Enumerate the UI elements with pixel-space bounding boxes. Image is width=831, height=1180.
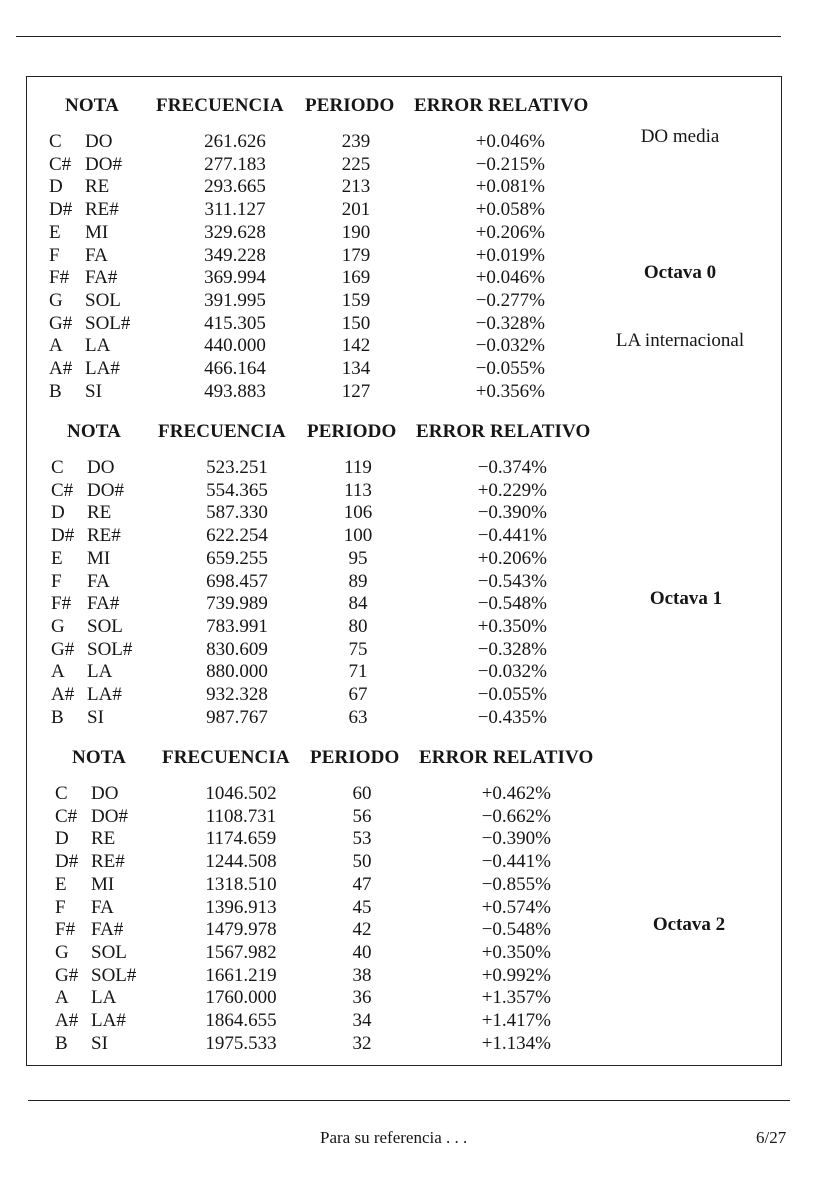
frequency-value: 622.254 (206, 525, 268, 547)
note-name: LA (91, 987, 117, 1009)
octave-0-label: Octava 0 (643, 262, 717, 283)
note-name: SOL# (87, 638, 133, 660)
top-rule (16, 36, 781, 37)
relative-error-value: −0.441% (481, 851, 551, 873)
period-value: 40 (352, 941, 372, 963)
frequency-value: 830.609 (206, 638, 268, 660)
relative-error-value: −0.548% (477, 593, 547, 615)
relative-error-value: +0.019% (475, 244, 545, 266)
frequency-value: 440.000 (204, 335, 266, 357)
header-frecuencia: FRECUENCIA (162, 747, 290, 768)
note-letter: F# (49, 267, 70, 289)
frequency-value: 1479.978 (205, 919, 277, 941)
note-name: RE (85, 176, 110, 198)
relative-error-value: −0.441% (477, 525, 547, 547)
header-frecuencia: FRECUENCIA (158, 421, 286, 442)
period-value: 32 (352, 1032, 372, 1054)
frequency-value: 987.767 (206, 706, 268, 728)
note-letter: G# (49, 312, 73, 334)
table-row (27, 290, 783, 313)
header-nota: NOTA (67, 421, 121, 442)
period-value: 60 (352, 783, 372, 804)
relative-error-value: +0.350% (481, 941, 551, 963)
period-value: 67 (348, 684, 368, 705)
note-name: RE# (91, 851, 125, 873)
frequency-value: 1244.508 (205, 851, 277, 873)
note-do-media: DO media (640, 126, 720, 147)
note-letter: G# (51, 638, 75, 660)
relative-error-value: −0.215% (475, 153, 545, 175)
table-row (27, 457, 783, 480)
frequency-value: 1396.913 (205, 896, 277, 918)
note-name: FA (87, 570, 110, 592)
note-name: DO (87, 457, 115, 478)
relative-error-value: −0.328% (477, 638, 547, 660)
bottom-rule (28, 1100, 790, 1101)
header-error: ERROR RELATIVO (414, 95, 589, 116)
note-name: RE# (85, 199, 119, 221)
frequency-value: 466.164 (204, 358, 266, 379)
header-nota: NOTA (72, 747, 126, 768)
frequency-value: 1046.502 (205, 783, 277, 804)
relative-error-value: +0.356% (475, 380, 545, 402)
note-name: DO (91, 783, 119, 804)
relative-error-value: +1.134% (481, 1032, 551, 1054)
period-value: 179 (341, 244, 371, 266)
period-value: 75 (348, 638, 368, 660)
relative-error-value: −0.055% (475, 358, 545, 379)
period-value: 201 (341, 199, 371, 221)
note-letter: G# (55, 964, 79, 986)
frequency-value: 261.626 (204, 131, 266, 152)
header-error: ERROR RELATIVO (416, 421, 591, 442)
relative-error-value: +1.417% (481, 1010, 551, 1031)
note-letter: A (49, 335, 63, 357)
table-row (27, 502, 783, 525)
relative-error-value: −0.374% (477, 457, 547, 478)
note-letter: B (49, 380, 62, 402)
period-value: 239 (341, 131, 371, 152)
period-value: 53 (352, 828, 372, 850)
period-value: 159 (341, 289, 371, 311)
table-row (27, 707, 783, 730)
page-number: 6/27 (756, 1128, 787, 1147)
frequency-value: 493.883 (204, 380, 266, 402)
period-value: 38 (352, 964, 372, 986)
frequency-value: 349.228 (204, 244, 266, 266)
note-name: DO# (91, 805, 128, 827)
note-name: MI (87, 547, 111, 569)
frequency-value: 739.989 (206, 593, 268, 615)
note-letter: F# (55, 919, 76, 941)
frequency-value: 698.457 (206, 570, 268, 592)
frequency-value: 1975.533 (205, 1032, 277, 1054)
frequency-value: 415.305 (204, 312, 266, 334)
header-periodo: PERIODO (305, 95, 395, 116)
frequency-value: 1760.000 (205, 987, 277, 1009)
note-name: LA (85, 335, 111, 357)
table-row (27, 222, 783, 245)
note-name: SOL# (91, 964, 137, 986)
period-value: 36 (352, 987, 372, 1009)
note-letter: A# (49, 358, 73, 379)
relative-error-value: +1.357% (481, 987, 551, 1009)
relative-error-value: +0.081% (475, 176, 545, 198)
period-value: 225 (341, 153, 371, 175)
table-row (27, 154, 783, 177)
note-letter: C (51, 457, 64, 478)
period-value: 142 (341, 335, 371, 357)
frequency-value: 659.255 (206, 547, 268, 569)
period-value: 100 (343, 525, 373, 547)
relative-error-value: +0.058% (475, 199, 545, 221)
note-name: LA# (87, 684, 122, 705)
note-letter: F# (51, 593, 72, 615)
relative-error-value: +0.229% (477, 479, 547, 501)
relative-error-value: +0.046% (475, 267, 545, 289)
table-row (27, 1010, 783, 1033)
table-row (27, 480, 783, 503)
note-letter: C# (49, 153, 72, 175)
note-table-frame (26, 76, 782, 1066)
note-letter: D# (55, 851, 79, 873)
note-letter: C (49, 131, 62, 152)
header-periodo: PERIODO (310, 747, 400, 768)
relative-error-value: −0.032% (475, 335, 545, 357)
relative-error-value: −0.548% (481, 919, 551, 941)
table-row (27, 942, 783, 965)
relative-error-value: +0.350% (477, 615, 547, 637)
table-row (27, 661, 783, 684)
note-name: SI (87, 706, 104, 728)
note-name: SOL (87, 615, 123, 637)
note-letter: E (55, 873, 67, 895)
relative-error-value: +0.574% (481, 896, 551, 918)
frequency-value: 1567.982 (205, 941, 277, 963)
note-letter: G (49, 289, 63, 311)
period-value: 34 (352, 1010, 372, 1031)
period-value: 190 (341, 221, 371, 243)
relative-error-value: +0.206% (477, 547, 547, 569)
frequency-value: 1661.219 (205, 964, 277, 986)
frequency-value: 277.183 (204, 153, 266, 175)
note-letter: C# (55, 805, 78, 827)
period-value: 119 (344, 457, 372, 478)
note-letter: A# (51, 684, 75, 705)
frequency-value: 369.994 (204, 267, 266, 289)
table-row (27, 874, 783, 897)
note-letter: F (55, 896, 66, 918)
table-row (27, 548, 783, 571)
note-name: RE (87, 502, 112, 524)
frequency-value: 587.330 (206, 502, 268, 524)
period-value: 45 (352, 896, 372, 918)
note-letter: F (49, 244, 60, 266)
note-letter: G (55, 941, 69, 963)
note-letter: B (55, 1032, 68, 1054)
relative-error-value: +0.206% (475, 221, 545, 243)
relative-error-value: −0.328% (475, 312, 545, 334)
frequency-value: 783.991 (206, 615, 268, 637)
note-name: MI (85, 221, 109, 243)
period-value: 213 (341, 176, 371, 198)
relative-error-value: +0.046% (475, 131, 545, 152)
table-row (27, 851, 783, 874)
period-value: 113 (344, 479, 372, 501)
relative-error-value: +0.462% (481, 783, 551, 804)
period-value: 106 (343, 502, 373, 524)
relative-error-value: −0.032% (477, 661, 547, 683)
frequency-value: 932.328 (206, 684, 268, 705)
period-value: 95 (348, 547, 368, 569)
note-name: FA# (91, 919, 124, 941)
note-letter: C# (51, 479, 74, 501)
relative-error-value: −0.390% (477, 502, 547, 524)
period-value: 63 (348, 706, 368, 728)
period-value: 71 (348, 661, 368, 683)
frequency-value: 391.995 (204, 289, 266, 311)
octave-1-label: Octava 1 (649, 588, 723, 609)
note-letter: B (51, 706, 64, 728)
table-row (27, 639, 783, 662)
table-row (27, 525, 783, 548)
period-value: 84 (348, 593, 368, 615)
note-name: FA (91, 896, 114, 918)
note-letter: D# (49, 199, 73, 221)
note-la-internacional: LA internacional (615, 330, 745, 351)
note-letter: D (55, 828, 69, 850)
frequency-value: 880.000 (206, 661, 268, 683)
note-name: LA (87, 661, 113, 683)
frequency-value: 1864.655 (205, 1010, 277, 1031)
relative-error-value: −0.277% (475, 289, 545, 311)
note-letter: G (51, 615, 65, 637)
header-error: ERROR RELATIVO (419, 747, 594, 768)
note-name: SOL (85, 289, 121, 311)
period-value: 56 (352, 805, 372, 827)
period-value: 80 (348, 615, 368, 637)
header-nota: NOTA (65, 95, 119, 116)
note-name: SI (91, 1032, 108, 1054)
frequency-value: 1318.510 (205, 873, 277, 895)
header-periodo: PERIODO (307, 421, 397, 442)
table-row (27, 965, 783, 988)
frequency-value: 311.127 (204, 199, 266, 221)
note-name: LA# (85, 358, 120, 379)
note-name: SOL (91, 941, 127, 963)
relative-error-value: −0.435% (477, 706, 547, 728)
frequency-value: 1174.659 (205, 828, 277, 850)
table-row (27, 358, 783, 381)
frequency-value: 554.365 (206, 479, 268, 501)
table-row (27, 381, 783, 404)
note-name: RE# (87, 525, 121, 547)
relative-error-value: −0.055% (477, 684, 547, 705)
table-row (27, 1033, 783, 1056)
frequency-value: 329.628 (204, 221, 266, 243)
frequency-value: 293.665 (204, 176, 266, 198)
note-letter: F (51, 570, 62, 592)
period-value: 47 (352, 873, 372, 895)
table-row (27, 684, 783, 707)
relative-error-value: −0.390% (481, 828, 551, 850)
note-letter: A# (55, 1010, 79, 1031)
footer-caption: Para su referencia . . . (320, 1128, 468, 1147)
period-value: 127 (341, 380, 371, 402)
note-letter: D (49, 176, 63, 198)
note-letter: A (55, 987, 69, 1009)
period-value: 150 (341, 312, 371, 334)
period-value: 89 (348, 570, 368, 592)
note-name: DO# (85, 153, 122, 175)
table-row (27, 176, 783, 199)
note-letter: C (55, 783, 68, 804)
period-value: 50 (352, 851, 372, 873)
period-value: 42 (352, 919, 372, 941)
octave-2-label: Octava 2 (652, 914, 726, 935)
note-letter: A (51, 661, 65, 683)
relative-error-value: +0.992% (481, 964, 551, 986)
period-value: 169 (341, 267, 371, 289)
note-name: SOL# (85, 312, 131, 334)
relative-error-value: −0.543% (477, 570, 547, 592)
table-row (27, 783, 783, 806)
note-name: RE (91, 828, 116, 850)
note-letter: E (51, 547, 63, 569)
relative-error-value: −0.662% (481, 805, 551, 827)
table-row (27, 828, 783, 851)
table-row (27, 987, 783, 1010)
note-letter: D (51, 502, 65, 524)
note-name: FA# (87, 593, 120, 615)
table-row (27, 616, 783, 639)
table-row (27, 199, 783, 222)
note-letter: E (49, 221, 61, 243)
note-name: FA# (85, 267, 118, 289)
note-letter: D# (51, 525, 75, 547)
table-row (27, 806, 783, 829)
note-name: LA# (91, 1010, 126, 1031)
note-name: DO (85, 131, 113, 152)
frequency-value: 1108.731 (205, 805, 277, 827)
note-name: FA (85, 244, 108, 266)
header-frecuencia: FRECUENCIA (156, 95, 284, 116)
note-name: MI (91, 873, 115, 895)
note-name: SI (85, 380, 102, 402)
relative-error-value: −0.855% (481, 873, 551, 895)
note-name: DO# (87, 479, 124, 501)
frequency-value: 523.251 (206, 457, 268, 478)
period-value: 134 (341, 358, 371, 379)
